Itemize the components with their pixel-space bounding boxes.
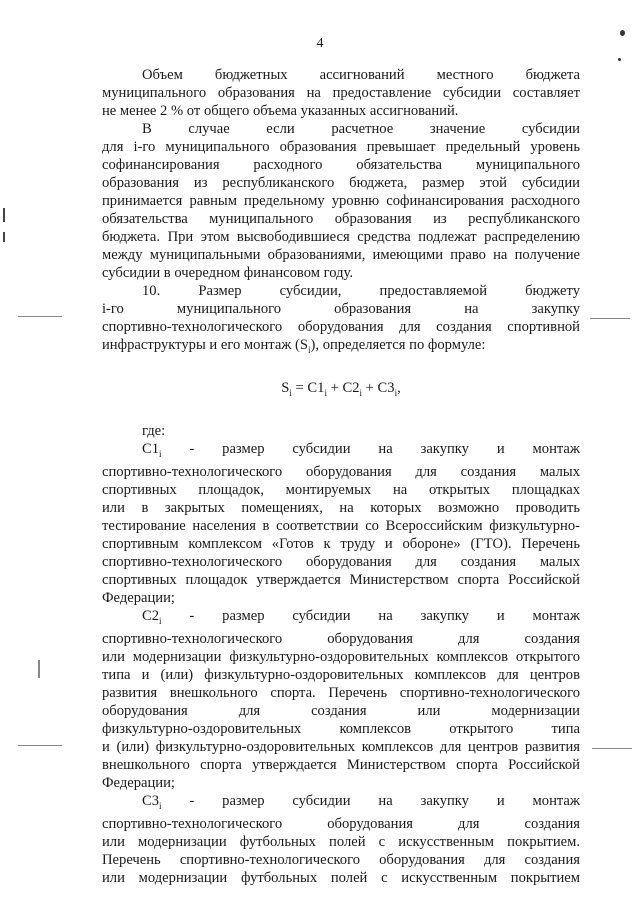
text-line: бюджета. При этом высвободившиеся средства подлежат распределению (102, 229, 580, 245)
subscript: i (289, 387, 292, 398)
text-line: 10. Размер субсидии, предоставляемой бюджету (142, 283, 580, 299)
subscript: i (159, 800, 162, 811)
text-line: не менее 2 % от общего объема указанных ассигнований. (102, 103, 459, 119)
text-line: спортивных площадок, монтируемых на открытых площадках (102, 481, 580, 498)
term-label: C1 (142, 440, 160, 457)
scan-mark (618, 58, 621, 61)
scan-mark (3, 208, 5, 222)
text-line: софинансирования расходного обязательства муниципального (102, 157, 580, 173)
scan-mark (590, 318, 630, 319)
scan-mark (38, 660, 40, 678)
text-line: В случае если расчетное значение субсидии (142, 121, 580, 137)
text-line: спортивно-технологического оборудования для создания (102, 630, 580, 647)
text-line: спортивно-технологического оборудования для создания малых (102, 463, 580, 480)
subscript: i (324, 387, 327, 398)
document-body (102, 66, 580, 887)
subscript: i (159, 615, 162, 626)
subscript: i (159, 448, 162, 459)
text-line: или модернизации футбольных полей с искусственным покрытием. (102, 833, 580, 850)
text-line: спортивно-технологического оборудования для создания (102, 815, 580, 832)
formula (102, 379, 580, 402)
scan-mark (18, 745, 62, 746)
text-line: муниципального образования на предоставление субсидии составляет (102, 85, 580, 101)
text-line (102, 336, 580, 359)
paragraph-cofinancing-limit (102, 120, 580, 282)
text-line: принимается равным предельному уровню софинансирования расходного (102, 193, 580, 209)
text-line: или модернизации футбольных полей с искусственным покрытием (102, 869, 580, 886)
text-line: Перечень спортивно-технологического оборудования для создания (102, 851, 580, 868)
formula-term: , (397, 379, 401, 396)
text-line: спортивно-технологического оборудования для создания малых (102, 553, 580, 570)
text-line: между муниципальными образованиями, имеющими право на получение (102, 247, 580, 263)
term-label: C3 (142, 792, 160, 809)
paragraph-item-10 (102, 282, 580, 359)
scan-mark (18, 316, 62, 317)
subscript: i (394, 387, 398, 398)
formula-term: = C1 (291, 379, 325, 396)
text-line: или в закрытых помещениях, на которых возможно проводить (102, 499, 580, 516)
scan-mark (3, 232, 5, 242)
formula-term: + C2 (326, 379, 360, 396)
text-line: i-го муниципального образования на закупку (102, 301, 580, 317)
text-line: внешкольного спорта утверждается Министерством спорта Российской (102, 756, 580, 773)
text-line: спортивным комплексом «Готов к труду и обороне» (ГТО). Перечень (102, 535, 580, 552)
text-line: спортивно-технологического оборудования для создания спортивной (102, 319, 580, 335)
text-line: спортивных площадок утверждается Министерством спорта Российской (102, 571, 580, 588)
text-line: физкультурно-оздоровительных комплексов открытого типа (102, 720, 580, 737)
paragraph-c3-definition (102, 792, 580, 887)
text-line: для i-го муниципального образования превышает предельный уровень (102, 139, 580, 155)
text-line: обязательства муниципального образования из республиканского (102, 211, 580, 227)
where-label (102, 422, 580, 440)
term-label: C2 (142, 607, 160, 624)
text-line: типа и (или) физкультурно-оздоровительных комплексов для центров (102, 666, 580, 683)
text-line: тестирование населения в соответствии со Всероссийским физкультурно- (102, 517, 580, 534)
paragraph-budget-volume (102, 66, 580, 120)
text-fragment: - размер субсидии на закупку и монтаж (161, 440, 580, 457)
text-line: субсидии в очередном финансовом году. (102, 265, 354, 281)
text-line: и (или) физкультурно-оздоровительных комплексов для центров развития (102, 738, 580, 755)
text-fragment: - размер субсидии на закупку и монтаж (161, 792, 580, 809)
text-fragment: инфраструктуры и его монтаж (S (102, 337, 309, 353)
text-line: Объем бюджетных ассигнований местного бюджета (142, 67, 580, 83)
page-number: 4 (316, 36, 324, 51)
scan-mark (592, 748, 632, 749)
text-fragment: ), определяется по формуле: (310, 337, 486, 353)
text-fragment: - размер субсидии на закупку и монтаж (161, 607, 580, 624)
text-line: где: (142, 422, 166, 439)
subscript: i (359, 387, 363, 398)
text-line: образования из республиканского бюджета, размер этой субсидии (102, 175, 580, 191)
text-line: развития внешкольного спорта. Перечень спортивно-технологического (102, 684, 580, 701)
subscript: i (308, 344, 311, 355)
paragraph-c1-definition (102, 440, 580, 607)
text-line (102, 607, 580, 630)
text-line (102, 792, 580, 815)
paragraph-c2-definition (102, 607, 580, 792)
text-line: или модернизации физкультурно-оздоровительных комплексов открытого (102, 648, 580, 665)
text-line (102, 440, 580, 463)
text-line: Федерации; (102, 589, 175, 606)
text-line: оборудования для создания или модернизации (102, 702, 580, 719)
formula-term: S (281, 379, 290, 396)
scan-mark (620, 30, 625, 36)
text-line: Федерации; (102, 774, 175, 791)
formula-term: + C3 (362, 379, 395, 396)
